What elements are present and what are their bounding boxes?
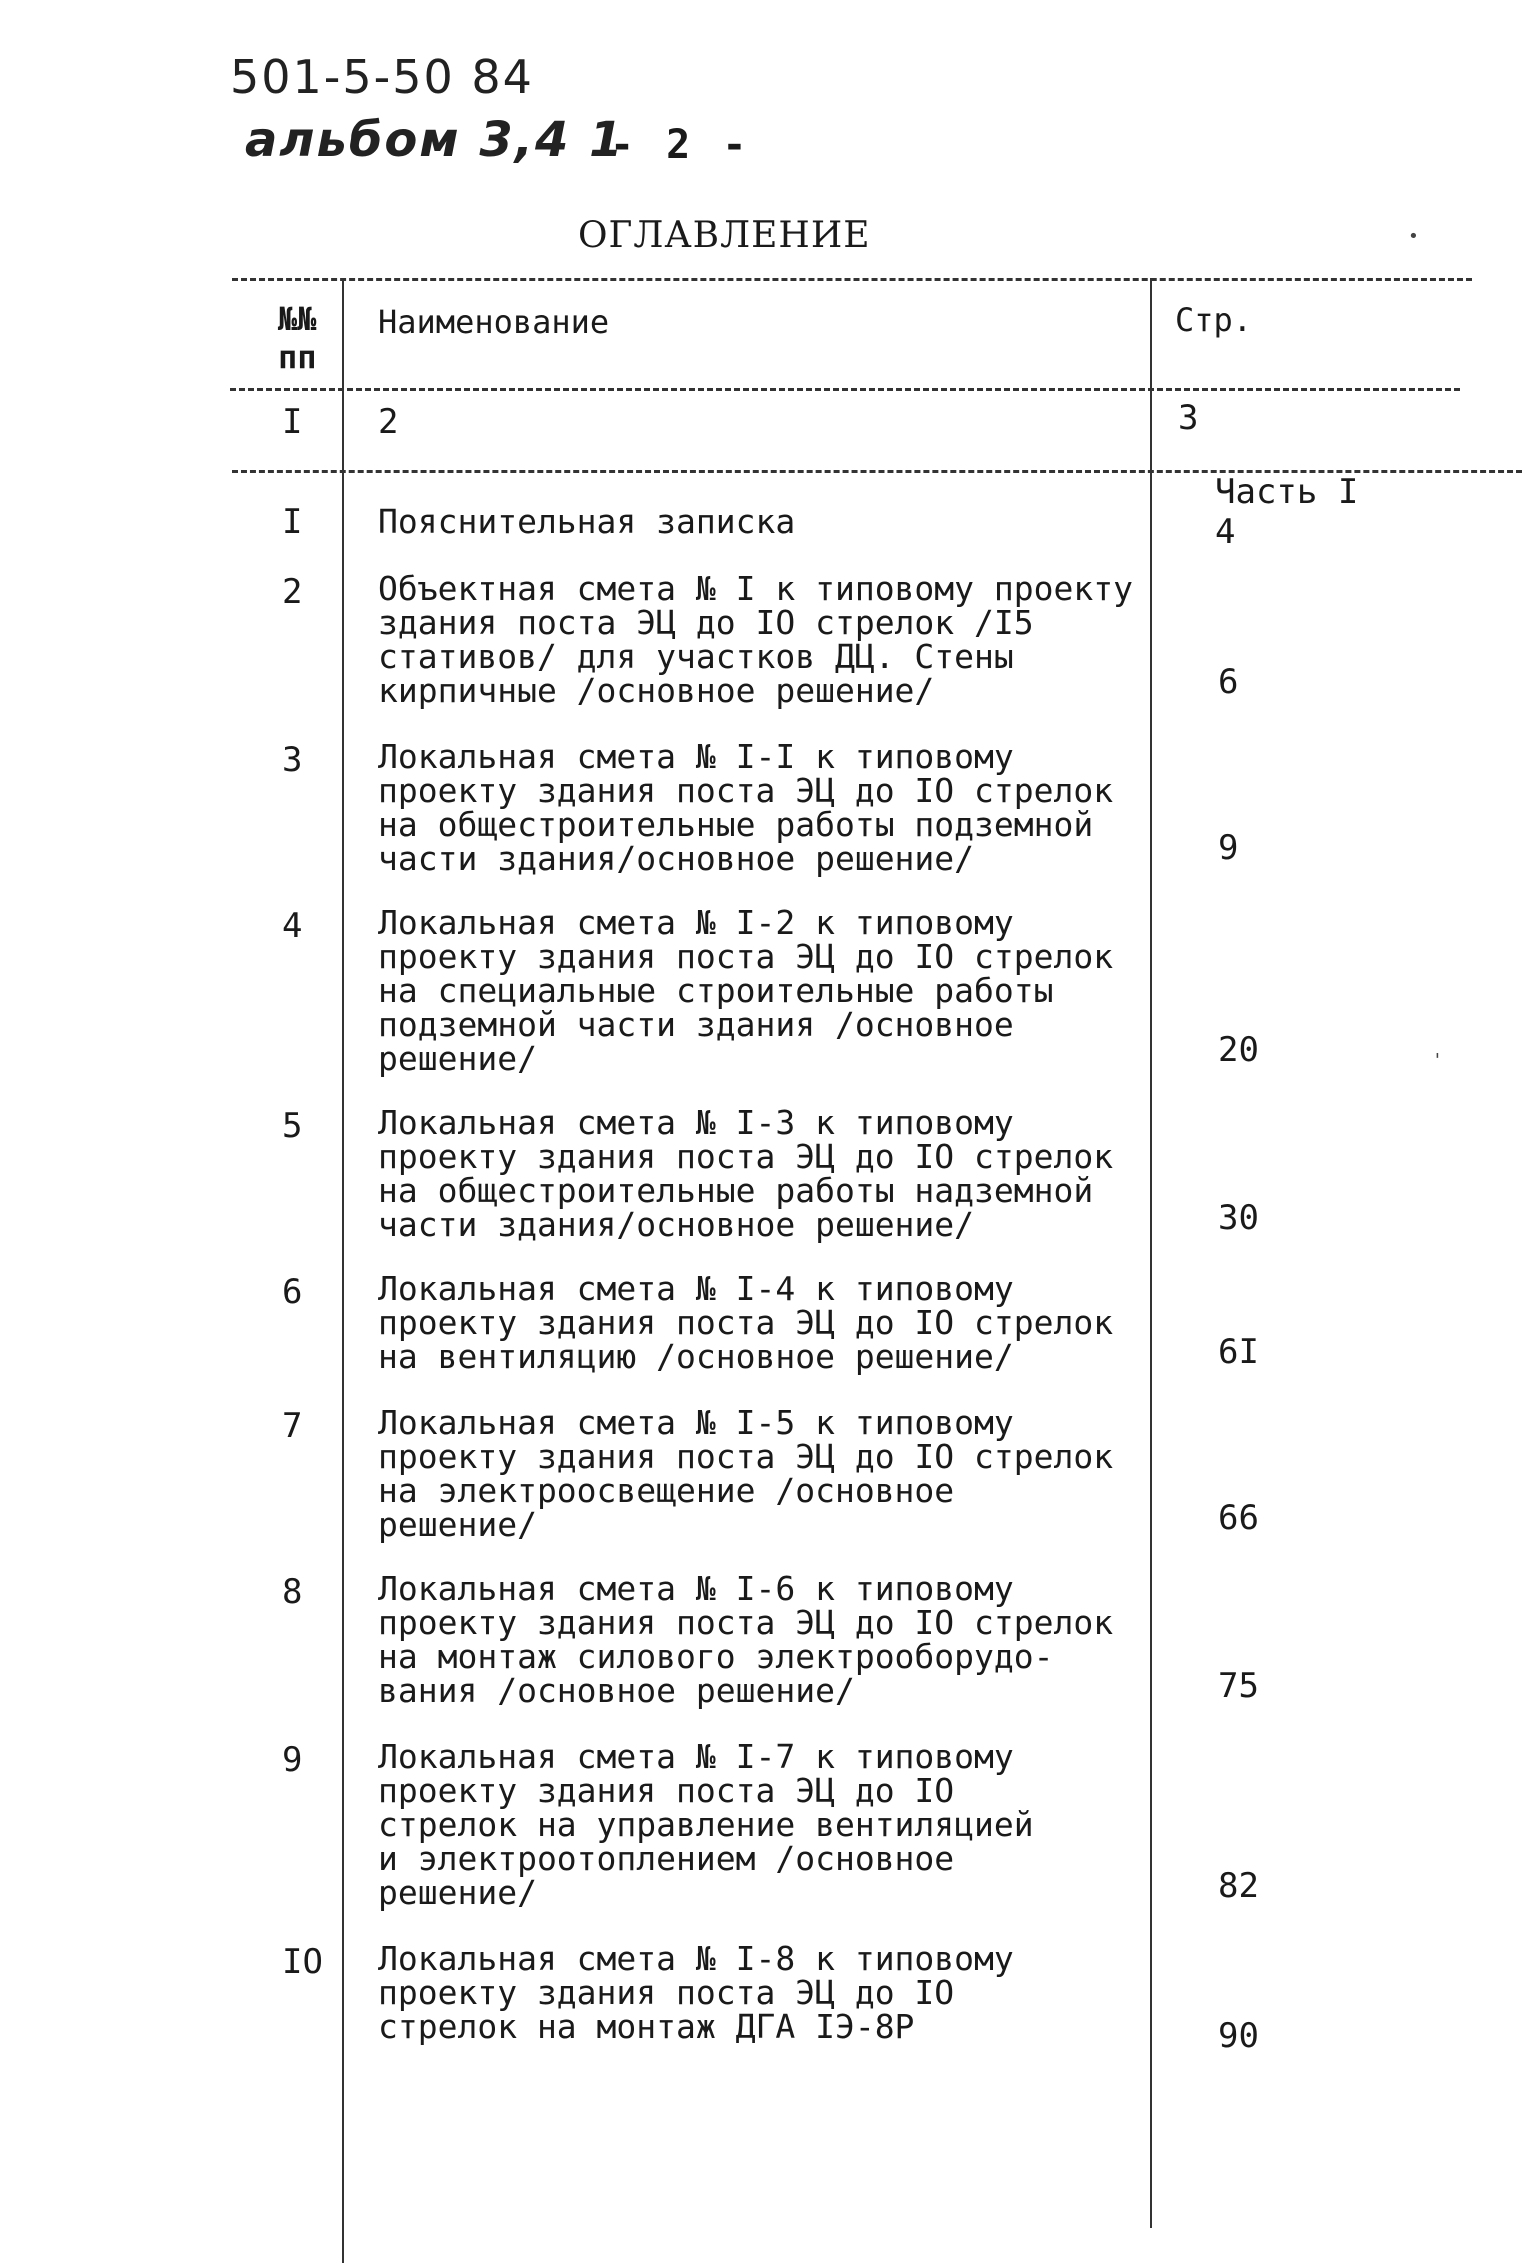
row-title: Локальная смета № I-2 к типовому проекту здания поста ЭЦ до IO стрелок на специальные строительные работы подземной части здания /основное решение/ bbox=[378, 903, 1114, 1078]
row-page: 30 bbox=[1218, 1198, 1259, 1238]
row-number: I bbox=[282, 502, 303, 542]
row-page: 6 bbox=[1218, 662, 1239, 702]
part-label: Часть I bbox=[1215, 472, 1359, 512]
row-page: 90 bbox=[1218, 2016, 1259, 2056]
row-title: Локальная смета № I-8 к типовому проекту здания поста ЭЦ до IO стрелок на монтаж ДГА IЭ-8Р bbox=[378, 1939, 1014, 2046]
column-number-num: I bbox=[282, 402, 303, 442]
row-title: Локальная смета № I-3 к типовому проекту здания поста ЭЦ до IO стрелок на общестроительные работы надземной части здания/основное решение/ bbox=[378, 1103, 1114, 1244]
column-number-name: 2 bbox=[378, 402, 399, 442]
row-number: IO bbox=[282, 1942, 323, 1982]
row-page: 82 bbox=[1218, 1866, 1259, 1906]
row-title: Локальная смета № I-5 к типовому проекту здания поста ЭЦ до IO стрелок на электроосвещение /основное решение/ bbox=[378, 1403, 1114, 1544]
row-page: 20 bbox=[1218, 1030, 1259, 1070]
column-header-name: Наименование bbox=[378, 303, 610, 341]
page-number: - 2 - bbox=[610, 122, 751, 168]
column-header-num: №№ пп bbox=[278, 300, 317, 376]
row-number: 4 bbox=[282, 906, 303, 946]
row-title: Локальная смета № I-4 к типовому проекту здания поста ЭЦ до IO стрелок на вентиляцию /основное решение/ bbox=[378, 1269, 1114, 1376]
document-code: 501-5-50 84 bbox=[230, 50, 534, 104]
row-page: 75 bbox=[1218, 1666, 1259, 1706]
row-title: Пояснительная записка bbox=[378, 502, 796, 541]
row-number: 6 bbox=[282, 1272, 303, 1312]
column-divider-right bbox=[1150, 278, 1152, 2228]
table-top-rule bbox=[232, 278, 1472, 281]
row-page: 4 bbox=[1215, 512, 1236, 552]
row-number: 2 bbox=[282, 572, 303, 612]
row-number: 9 bbox=[282, 1740, 303, 1780]
row-number: 7 bbox=[282, 1406, 303, 1446]
row-title: Локальная смета № I-6 к типовому проекту здания поста ЭЦ до IO стрелок на монтаж силового электрооборудо- вания /основное решение/ bbox=[378, 1569, 1114, 1710]
album-label: альбом 3,4 1 bbox=[245, 112, 625, 168]
row-page: 6I bbox=[1218, 1332, 1259, 1372]
row-page: 66 bbox=[1218, 1498, 1259, 1538]
page-title: ОГЛАВЛЕНИЕ bbox=[578, 215, 871, 256]
header-bottom-rule bbox=[230, 388, 1460, 391]
column-divider-left bbox=[342, 280, 344, 2263]
column-header-page: Стр. bbox=[1175, 301, 1253, 339]
stray-mark: • bbox=[1408, 226, 1419, 247]
row-title: Локальная смета № I-I к типовому проекту здания поста ЭЦ до IO стрелок на общестроительные работы подземной части здания/основное решение/ bbox=[378, 737, 1114, 878]
row-number: 8 bbox=[282, 1572, 303, 1612]
row-number: 5 bbox=[282, 1106, 303, 1146]
row-title: Локальная смета № I-7 к типовому проекту здания поста ЭЦ до IO стрелок на управление вентиляцией и электроотоплением /основное решение/ bbox=[378, 1737, 1034, 1912]
row-title: Объектная смета № I к типовому проекту здания поста ЭЦ до IO стрелок /I5 стативов/ для участков ДЦ. Стены кирпичные /основное решение/ bbox=[378, 569, 1133, 710]
column-number-page: 3 bbox=[1178, 398, 1199, 438]
row-number: 3 bbox=[282, 740, 303, 780]
stray-mark: ' bbox=[1432, 1050, 1443, 1071]
row-page: 9 bbox=[1218, 828, 1239, 868]
